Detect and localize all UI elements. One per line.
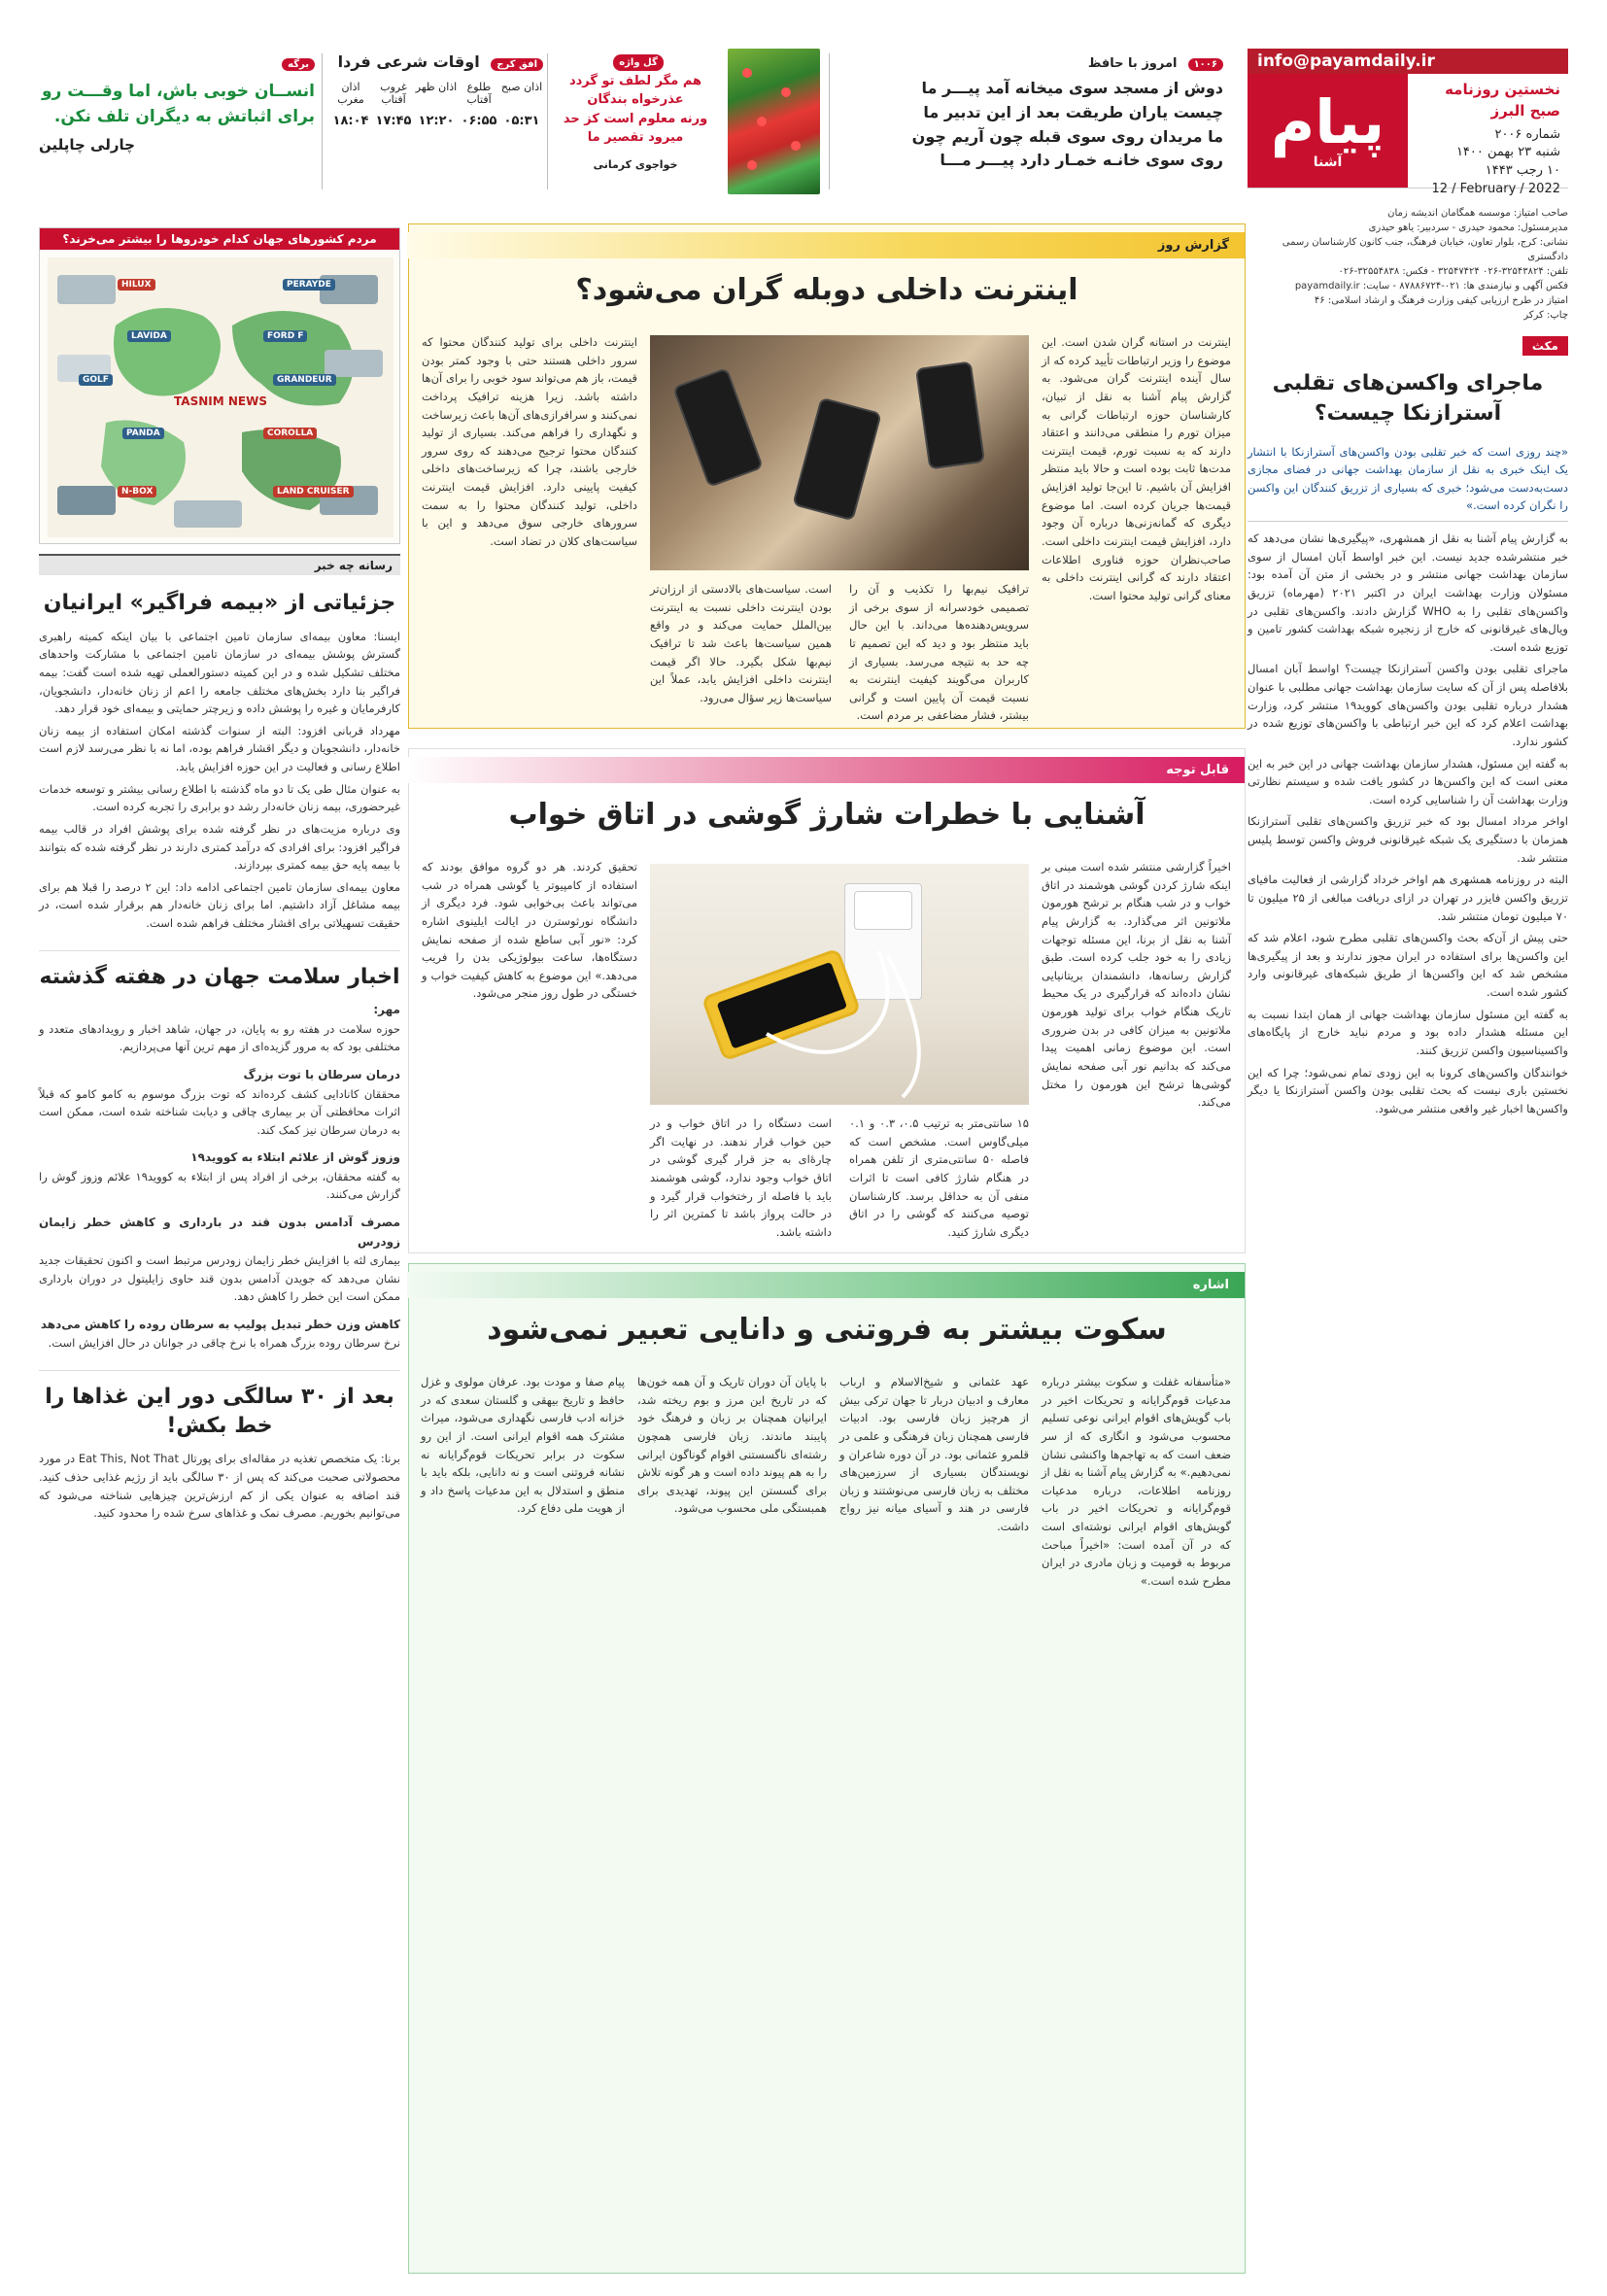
news-item-title: مصرف آدامس بدون قند در بارداری و کاهش خطر زایمان زودرس xyxy=(39,1216,400,1249)
news-paragraph: برنا: یک متخصص تغذیه در مقاله‌ای برای پورتال Eat This, Not That در مورد محصولاتی صحبت می‌کند که پس از ۳۰ سالگی باید از رژیم غذایی حذف کنید. قند اضافه به عنوان یکی از کم ارزش‌ترین چیزهایی شناخته می‌شود که می‌توانیم بخوریم. مصرف نمک و غذاهای سرخ شده را محدود کنید. xyxy=(39,1452,401,1521)
news-headline[interactable]: اخبار سلامت جهان در هفته گذشته xyxy=(39,950,400,992)
quote-author: چارلی چاپلین xyxy=(39,135,135,154)
poem-label: امروز با حافظ xyxy=(1087,56,1178,71)
article-text: با پایان آن دوران تاریک و آن همه خون‌ها که در تاریخ این مرز و بوم ریخته شد، ایرانیان همچنان بر زبان و فرهنگ خود پایبند ماندند. زبان فارسی همچون رشته‌ای ناگسستنی اقوام گوناگون ایرانی را به هم پیوند داده است و هر گونه تلاش برای گسستن این پیوند، تهدیدی برای همبستگی ملی محسوب می‌شود. xyxy=(637,1375,827,1516)
masthead xyxy=(1248,49,1568,204)
opinion-paragraph: ماجرای تقلبی بودن واکسن آسترازنکا چیست؟ اواسط آبان امسال بلافاصله پس از آن که سایت سازمان بهداشت جهانی مطلبی با عنوان هشدار درباره تقلبی بودن واکسن‌های کووید۱۹ منتشر کرد، وزارت بهداشت اعلام کرد که این خبر ارتباطی با واکسن‌های توزیع شده در کشور ندارد. xyxy=(1248,662,1568,748)
car-infographic xyxy=(39,227,400,544)
charger-photo xyxy=(650,864,1029,1105)
publisher-line: امتیاز در طرح ارزیابی کیفی وزارت فرهنگ و ارشاد اسلامی: ۴۶ xyxy=(1314,295,1568,306)
car-tag: GRANDEUR xyxy=(273,374,336,386)
opinion-paragraph: به گفته این مسئول، هشدار سازمان بهداشت جهانی در این خبر به این معنی است که این واکسن‌ها در کشور یافت شده و سیستم نظارتی وزارت بهداشت آن را شناسایی کرده است. xyxy=(1248,756,1568,806)
date-persian: شنبه ۲۳ بهمن ۱۴۰۰ xyxy=(1455,145,1560,160)
news-item-title: کاهش وزن خطر تبدیل پولیپ به سرطان روده را کاهش می‌دهد xyxy=(40,1317,400,1331)
publisher-line: نشانی: کرج، بلوار تعاون، خیابان فرهنگ، جنب کانون کارشناسان رسمی دادگستری xyxy=(1282,237,1568,262)
article-title[interactable]: آشنایی با خطرات شارژ گوشی در اتاق خواب xyxy=(508,798,1145,832)
news-column xyxy=(39,227,400,2258)
prayer-label: غروب آفتاب xyxy=(380,81,407,106)
prayer-value: ۰۵:۳۱ xyxy=(503,114,540,128)
flower-poem xyxy=(553,52,718,173)
news-item-title: درمان سرطان با توت بزرگ xyxy=(243,1068,400,1082)
phones-photo xyxy=(650,335,1029,570)
prayer-value: ۰۶:۵۵ xyxy=(461,114,497,128)
prayer-label: اذان ظهر xyxy=(415,81,458,93)
article-kicker: گزارش روز xyxy=(407,232,1245,258)
divider xyxy=(829,53,830,189)
news-story xyxy=(39,628,400,933)
car-tag: PERAYDE xyxy=(283,279,335,291)
article-title[interactable]: سکوت بیشتر به فروتنی و دانایی تعبیر نمی‌شود xyxy=(487,1313,1167,1347)
article-charging xyxy=(408,748,1246,1253)
article-text: است. سیاست‌های بالادستی از ارزان‌تر بودن اینترنت داخلی نسبت به اینترنت بین‌الملل حمایت می‌کند و در واقع همین سیاست‌ها باعث شد تا ترافیک نیم‌بها شکل بگیرد. حالا اگر قیمت اینترنت داخلی افزایش یابد، عملاً این سیاست‌ها زیر سؤال می‌رود. xyxy=(650,582,832,704)
opinion-title[interactable]: ماجرای واکسن‌های تقلبی آسترازنکا چیست؟ xyxy=(1272,371,1544,426)
publisher-line: مدیرمسئول: محمود حیدری - سردبیر: یاهو حیدری xyxy=(1368,223,1568,233)
article-internet xyxy=(408,223,1246,729)
publisher-line: صاحب امتیاز: موسسه همگامان اندیشه زمان xyxy=(1387,208,1568,219)
news-paragraph: محققان کانادایی کشف کرده‌اند که توت بزرگ موسوم به کامو کامو که قبلاً اثرات محافظتی آن بر بیماری چاقی و دیابت شناخته شده است، ممکن است به درمان سرطان نیز کمک کند. xyxy=(39,1086,400,1137)
quote-box xyxy=(39,52,315,154)
flower-poem-badge: گل واژه xyxy=(613,54,664,71)
flower-poem-line: میرود تقصیر ما xyxy=(587,130,684,145)
opinion-lead: «چند روزی است که خبر تقلبی بودن واکسن‌های آسترازنکا با انتشار یک اینک خبری به نقل از سازمان بهداشت جهانی در فضای مجازی دست‌به‌دست می‌شود؛ خبری که بسیاری از تزریق کنندگان این واکسن را نگران کرده است.» xyxy=(1248,443,1568,523)
logo[interactable] xyxy=(1248,74,1408,188)
article-text: تحقیق کردند. هر دو گروه موافق بودند که استفاده از کامپیوتر یا گوشی همراه در شب می‌تواند باعث بی‌خوابی شود. فرد دیگری از دانشگاه نورثوسترن در ایالت ایلینوی اشاره کرد: «نور آبی ساطع شده از صفحه نمایش دستگاه‌ها، ساعت بیولوژیکی بدن را فریب می‌دهد.» این موضوع به کاهش کیفیت خواب و خستگی در طول روز منجر می‌شود. xyxy=(422,860,637,1001)
news-paragraph: مهرداد قربانی افزود: البته از سنوات گذشته امکان استفاده از بیمه زنان خانه‌دار، دانشجویان و دیگر اقشار فراهم بوده، اما نه با نظر می‌رسد لازم است اطلاع رسانی و فعالیت در این حوزه افزایش یابد. xyxy=(39,723,400,774)
news-headline[interactable]: بعد از ۳۰ سالگی دور این غذاها را خط بکش! xyxy=(39,1370,400,1440)
date-hijri: ۱۰ رجب ۱۴۴۳ xyxy=(1485,163,1560,179)
article-text: است دستگاه را در اتاق خواب و در حین خواب قرار ندهند. در نهایت اگر چارهٔ‌ای به جز قرار گیری گوشی در اتاق خواب وجود ندارد، گوشی هوشمند باید با فاصله از رختخواب قرار گیرد و در حالت پرواز باشد تا کمترین اثر را داشته باشد. xyxy=(650,1116,832,1239)
article-text: اینترنت داخلی برای تولید کنندگان محتوا که سرور داخلی هستند حتی با وجود کمتر بودن قیمت، باز هم می‌تواند سود خوبی را برای آن‌ها داشته باشد. زیرا هزینه ترافیک پرداخت نمی‌کنند و سرافرازی‌های آن‌ها باعث زیرساخت و نگهداری را فراهم می‌کند. بسیاری از تولید کنندگان محتوا ترجیح می‌دهند که روی سرور خارجی باشند، چرا که زیرساخت‌های داخلی کیفیت پایینی دارد. افزایش قیمت اینترنت داخلی، تولید کنندگان محتوا را به سمت سرورهای خارجی سوق می‌دهد و این با سیاست‌های کلان در تضاد است. xyxy=(422,335,637,548)
prayer-label: طلوع آفتاب xyxy=(466,81,492,106)
divider xyxy=(322,53,323,189)
prayer-title xyxy=(329,52,543,71)
article-kicker: اشاره xyxy=(407,1272,1245,1298)
flower-poem-line: ورنه معلوم است کز حد xyxy=(563,111,708,126)
article-text: پیام صفا و مودت بود. عرفان مولوی و غزل حافظ و تاریخ بیهقی و گلستان سعدی که در خزانه ادب فارسی نگهداری می‌شود، میراث مشترک همه اقوام ایرانی است. از این رو سکوت در برابر تحریکات قوم‌گرایانه نه نشانه فروتنی است و نه دانایی، بلکه باید با منطق و استدلال به این مدعیات پاسخ داد و از هویت ملی دفاع کرد. xyxy=(421,1375,625,1516)
article-text: عهد عثمانی و شیخ‌الاسلام و ارباب معارف و ادبیان دربار تا جهان ترکی بیش از هرچیز زبان فارسی بود. ادبیات فارسی همچنان زبان فرهنگی و علمی در قلمرو عثمانی بود. در آن دوره شاعران و نویسندگان بسیاری از سرزمین‌های مختلف به زبان فارسی می‌نوشتند و زبان فارسی در هند و آسیای میانه نیز رواج داشت. xyxy=(839,1375,1029,1533)
article-text: «متأسفانه غفلت و سکوت بیشتر درباره مدعیات قوم‌گرایانه و تحریکات اخیر در باب گویش‌های اقوام ایرانی نوعی تسلیم محسوب می‌شود و انگاری که از سر ضعف است که به تهاجم‌ها واکنشی نشان نمی‌دهیم.» به گزارش پیام آشنا به نقل از روزنامه اطلاعات، درباره مدعیات قوم‌گرایانه و تحریکات اخیر در باب گویش‌های اقوام ایرانی نوشته‌ای است که در آن آمده است: «اخیراً مباحث مربوط به قومیت و زبان مادری در ایران مطرح شده است.» xyxy=(1042,1375,1231,1588)
news-item-title: مهر: xyxy=(373,1003,400,1017)
logo-subtext: آشنا xyxy=(1313,154,1343,170)
issue-number: شماره ۲۰۰۶ xyxy=(1494,126,1560,142)
publisher-line: چاپ: کرکر xyxy=(1523,310,1568,321)
opinion-paragraph: البته در روزنامه همشهری هم اواخر خرداد گزارشی از فعالیت مافیای تزریق واکسن فایزر در تهران در ازای دریافت مبالغی از ۲۵ میلیون تا ۷۰ میلیون تومان منتشر شد. xyxy=(1248,873,1568,923)
article-title[interactable]: اینترنت داخلی دوبله گران می‌شود؟ xyxy=(575,273,1078,307)
news-paragraph: به عنوان مثال طی یک تا دو ماه گذشته با اطلاع رسانی بیشتر و توسعه خدمات غیرحضوری، بیمه زنان خانه‌دار رشد دو برابری را تجربه کرده است. xyxy=(39,781,400,814)
prayer-grid xyxy=(329,81,543,128)
section-header: رسانه چه خبر xyxy=(39,554,400,575)
prayer-value: ۱۷:۴۵ xyxy=(375,114,412,128)
news-item-title: وزوز گوش از علائم ابتلاء به کووید۱۹ xyxy=(190,1150,400,1165)
quote-badge: برگه xyxy=(282,58,315,71)
car-watermark: TASNIM NEWS xyxy=(174,394,267,408)
masthead-info xyxy=(1408,74,1568,197)
prayer-value: ۱۸:۰۴ xyxy=(332,114,369,128)
opinion-column xyxy=(1248,335,1568,2269)
prayer-times xyxy=(329,52,543,128)
car-tag: GOLF xyxy=(79,374,113,386)
news-paragraph: ایسنا: معاون بیمه‌ای سازمان تامین اجتماعی با بیان اینکه کمیته راهبری گسترش پوشش بیمه‌ای در سازمان تامین اجتماعی با مشارکت واحدهای مختلف تشکیل شده و در این کمیته دستورالعملی تهیه شده است گفت: بیمه فراگیر بنا دارد بخش‌های مختلف جامعه را اعم از زنان خانه‌دار، دانشجویان، کارفرمایان و غیره را پوشش داده و زیرچتر حمایتی و بیمه‌ای خود قرار دهد. xyxy=(39,629,400,716)
email-link[interactable]: info@payamdaily.ir xyxy=(1248,49,1568,74)
opinion-paragraph: به گفته این مسئول سازمان بهداشت جهانی از همان ابتدا نسبت به این مسئله هشدار داده بود و مردم نباید خارج از پایگاه‌های واکسیناسیون واکسن تزریق کنند. xyxy=(1248,1007,1568,1057)
flower-poet: خواجوی کرمانی xyxy=(593,157,678,171)
poem-lines xyxy=(835,77,1223,173)
opinion-paragraph: به گزارش پیام آشنا به نقل از همشهری، «پیگیری‌ها نشان می‌دهد که خبر منتشرشده جدید نیست. این خبر اواسط آبان امسال از سوی سازمان بهداشت جهانی منتشر و در بخشی از متن آن آمده بود: مسئولان وزارت بهداشت ایران در اکتبر ۲۰۲۱ (مهرماه) تزریق واکسن‌های تقلبی را به WHO گزارش دادند. واکسن‌های تقلبی در ویال‌های غیرقانونی که خارج از زنجیره شبکه بهداشت کشور تامین و توزیع شده است. xyxy=(1248,531,1568,654)
news-paragraph: نرخ سرطان روده بزرگ همراه با نرخ چاقی در جوانان در حال افزایش است. xyxy=(48,1336,400,1351)
poem-line: دوش از مسجد سوی میخانه آمد پیـــر ما xyxy=(921,79,1223,97)
prayer-label: اذان صبح xyxy=(500,81,543,93)
prayer-value: ۱۲:۲۰ xyxy=(418,114,455,128)
quote-text: انســان خوبی باش، اما وقـــت رو برای اثباتش به دیگران تلف نکن. xyxy=(41,82,315,127)
news-paragraph: بیماری لثه با افزایش خطر زایمان زودرس مرتبط است و اکنون تحقیقات جدید نشان می‌دهد که جویدن آدامس بدون قند حاوی زایلیتول در دوران بارداری ممکن است این خطر را کاهش دهد. xyxy=(39,1252,400,1304)
car-tag: LAVIDA xyxy=(127,330,171,342)
news-paragraph: حوزه سلامت در هفته رو به پایان، در جهان، شاهد اخبار و رویدادهای متعدد و مختلفی بود که به مرور گزیده‌ای از مهم ترین آنها می‌پردازیم. xyxy=(39,1021,400,1054)
opinion-header: مکث xyxy=(1522,336,1568,356)
article-kicker: قابل توجه xyxy=(407,757,1245,783)
opinion-paragraph: خوانندگان واکسن‌های کرونا به این زودی تمام نمی‌شود؛ چرا که این نخستین باری نیست که بحث تقلبی بودن واکسن آسترازنکا یا دیگر واکسن‌ها اخبار غیر واقعی منتشر می‌شود. xyxy=(1248,1065,1568,1115)
publisher-info xyxy=(1248,206,1568,323)
article-text: ترافیک نیم‌بها را تکذیب و آن را تصمیمی خودسرانه از سوی برخی از سرویس‌دهنده‌ها می‌داند. با این حال باید منتظر بود و دید که این تصمیم تا چه حد به نتیجه می‌رسد. بسیاری از کاربران می‌گویند کیفیت اینترنت به نسبت قیمت آن پایین است و گرانی بیشتر، فشار مضاعفی بر مردم است. xyxy=(849,582,1029,723)
tagline: نخستین روزنامه صبح البرز xyxy=(1445,81,1560,120)
article-text: ۱۵ سانتی‌متر به ترتیب ۰.۵، ۰.۳ و ۰.۱ میلی‌گاوس است. مشخص است که فاصله ۵۰ سانتی‌متری از تلفن همراه در هنگام شارژ کافی است تا اثرات منفی آن به حداقل برسد. کارشناسان توصیه می‌کنند که گوشی را در اتاق دیگری شارژ کنید. xyxy=(849,1116,1029,1239)
publisher-line: تلفن: ۳۲۵۴۳۸۲۴-۰۲۶ ۳۲۵۴۷۴۲۴ - فکس: ۳۲۵۵۴۸۳۸-۰۲۶ xyxy=(1338,266,1568,277)
car-tag: HILUX xyxy=(118,279,155,291)
news-paragraph: به گفته محققان، برخی از افراد پس از ابتلاء به کووید۱۹ علائم وزوز گوش را گزارش می‌کنند. xyxy=(39,1169,400,1202)
car-tag: PANDA xyxy=(122,428,164,439)
flower-poem-line: عذرخواه بندگان xyxy=(587,92,684,107)
car-tag: N-BOX xyxy=(118,486,156,497)
car-tag: FORD F xyxy=(263,330,307,342)
news-paragraph: وی درباره مزیت‌های در نظر گرفته شده برای پوشش افراد در قالب بیمه فراگیر افزود: برای افرادی که درآمد کمتری دارند در نظر گرفته شده که بتوانند با بیمه پایه حق بیمه کمتری بپردازند. xyxy=(39,821,400,873)
poem-line: ما مریدان روی سوی قبله چون آریم چون xyxy=(911,126,1223,146)
publisher-line: فکس آگهی و نیازمندی ها: ۰۲۱-۸۷۸۸۶۷۲۴ - سایت: payamdaily.ir xyxy=(1294,281,1568,291)
news-paragraph: معاون بیمه‌ای سازمان تامین اجتماعی ادامه داد: این ۲ درصد را قبلا هم برای بیمه مشاغل آزاد داشتیم. اما برای زنان خانه‌دار هم برقرار شده است، در حقیقت تسهیلاتی برای اقشار مختلف فراهم شده است. xyxy=(39,879,400,931)
news-story xyxy=(39,1001,400,1353)
poem-line: روی سوی خانـه خمـار دارد پیـــر مـــا xyxy=(940,151,1223,170)
car-tag: COROLLA xyxy=(263,428,317,439)
date-english: 12 / February / 2022 xyxy=(1431,182,1560,197)
prayer-badge: افق کرج xyxy=(491,58,543,71)
logo-text: پیام xyxy=(1270,86,1385,157)
news-headline[interactable]: جزئیاتی از «بیمه فراگیر» ایرانیان xyxy=(43,591,396,615)
flower-poem-line: هم مگر لطف تو گردد xyxy=(568,73,702,88)
car-infographic-title: مردم کشورهای جهان کدام خودروها را بیشتر می‌خرند؟ xyxy=(40,228,399,250)
news-story xyxy=(39,1450,400,1523)
divider xyxy=(547,53,548,189)
flower-image xyxy=(728,49,820,194)
article-text: اینترنت در استانه گران شدن است. این موضوع را وزیر ارتباطات تأیید کرده که از سال آینده اینترنت گران می‌شود. به گزارش پیام آشنا به نقل از تبیان، کارشناسان حوزه ارتباطات گرانی به میزان تورم را منطقی می‌دانند و اعتقاد دارند که به نسبت تورم، قیمت اینترنت مدت‌ها ثابت بوده است و حالا باید منتظر افزایش آن باشیم. تا این‌جا تولید افزایش قیمت‌ها جریان کرده است. اما موضوع دیگری که گمانه‌زنی‌ها درباره آن وجود دارد، افزایش قیمت اینترنت داخلی است. صاحب‌نظران حوزه فناوری اطلاعات اعتقاد دارند که گرانی اینترنت داخلی به معنای گرانی تولید محتوا است. xyxy=(1042,335,1231,602)
hafez-poem xyxy=(835,52,1223,173)
poem-badge: ۱۰۰۶ xyxy=(1188,58,1223,71)
masthead-body xyxy=(1248,74,1568,197)
article-text: اخیراً گزارشی منتشر شده است مبنی بر اینکه شارژ کردن گوشی هوشمند در اتاق خواب و در شب هنگام بر ترشح هورمون ملاتونین اثر می‌گذارد. به گزارش پیام آشنا به نقل از برنا، این مسئله توجهات زیادی را به خود جلب کرده است. طبق گزارش رسانه‌ها، دانشمندان بریتانیایی نشان داده‌اند که قرارگیری در یک محیط تاریک هنگام خواب برای تولید هورمون ملاتونین به میزان کافی در بدن ضروری است. این موضوع زمانی اهمیت پیدا می‌کند که بدانیم نور آبی صفحه نمایش گوشی‌ها ترشح این هورمون را مختل می‌کند. xyxy=(1042,860,1231,1110)
opinion-paragraph: اواخر مرداد امسال بود که خبر تزریق واکسن‌های تقلبی آسترازنکا همزمان با دستگیری یک شبکه غیرقانونی فروش واکسن توسط پلیس منتشر شد. xyxy=(1248,814,1568,865)
car-tag: LAND CRUISER xyxy=(273,486,354,497)
poem-line: چیست یاران طریقت بعد از این تدبیر ما xyxy=(923,102,1223,121)
opinion-body xyxy=(1248,530,1568,1117)
article-silence xyxy=(408,1263,1246,2274)
prayer-label: اذان مغرب xyxy=(337,81,364,106)
prayer-title-text: اوقات شرعی فردا xyxy=(337,52,480,71)
opinion-paragraph: حتی پیش از آن‌که بحث واکسن‌های تقلبی مطرح شود، اعلام شد که این واکسن‌ها برای استفاده در ایران مجوز ندارند و بعد از پیگیری‌ها مشخص شد که این واکسن‌ها از طریق شبکه‌های غیرقانونی وارد کشور شده است. xyxy=(1248,931,1568,1000)
